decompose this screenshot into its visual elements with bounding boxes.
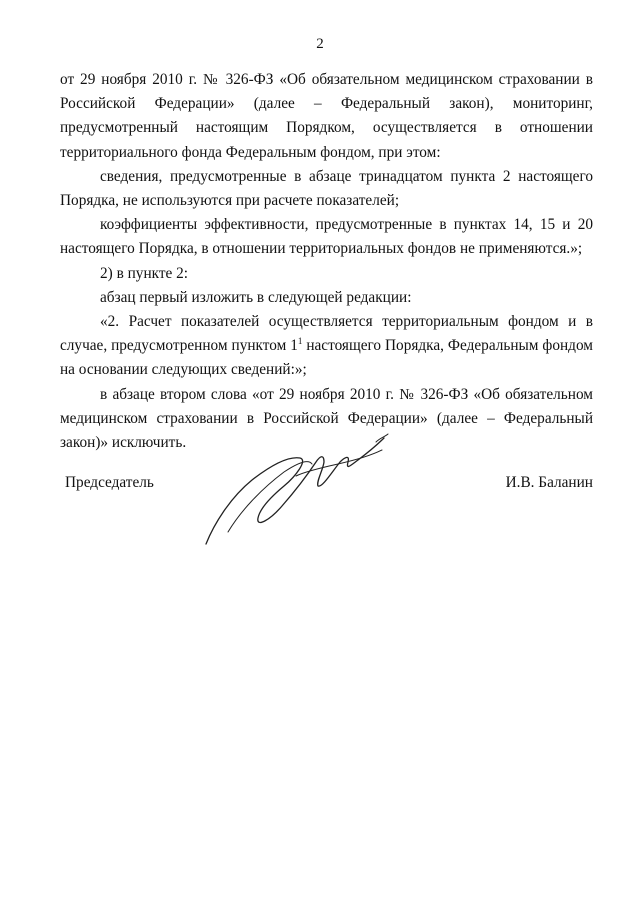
- paragraph-first-abzac: абзац первый изложить в следующей редакции:: [100, 288, 412, 306]
- paragraph-second-abzac: в абзаце втором слова «от 29 ноября 2010 г. № 326-ФЗ «Об обязательном медицинском страховании в Российской Федерации» (далее – Федеральный закон)» исключить.: [60, 385, 593, 452]
- paragraph-continuation: от 29 ноября 2010 г. № 326-ФЗ «Об обязательном медицинском страховании в Российской Федерации» (далее – Федеральный закон), мониторинг, предусмотренный настоящим Порядком, осуществляется в отношении территориального фонда Федеральным фондом, при этом:: [60, 71, 593, 161]
- paragraph-new-wording: [60, 310, 593, 383]
- signature-row: [65, 474, 593, 498]
- signer-title: Председатель: [65, 474, 154, 491]
- paragraph-indicators-info: сведения, предусмотренные в абзаце тринадцатом пункта 2 настоящего Порядка, не используются при расчете показателей;: [60, 167, 593, 210]
- new-wording-text-end: настоящего Порядка, Федеральным фондом на основании следующих сведений:»;: [60, 337, 593, 379]
- new-wording-text-start: «2. Расчет показателей осуществляется территориальным фондом и в случае, предусмотренном пунктом 1: [60, 313, 593, 355]
- document-body: [60, 68, 593, 455]
- footnote-superscript: 1: [297, 336, 303, 347]
- signer-name: И.В. Баланин: [505, 474, 593, 491]
- page-number: 2: [316, 36, 324, 52]
- paragraph-efficiency-coefficients: коэффициенты эффективности, предусмотренные в пунктах 14, 15 и 20 настоящего Порядка, в отношении территориальных фондов не применяются.»;: [60, 216, 593, 258]
- paragraph-item-2: 2) в пункте 2:: [100, 264, 189, 282]
